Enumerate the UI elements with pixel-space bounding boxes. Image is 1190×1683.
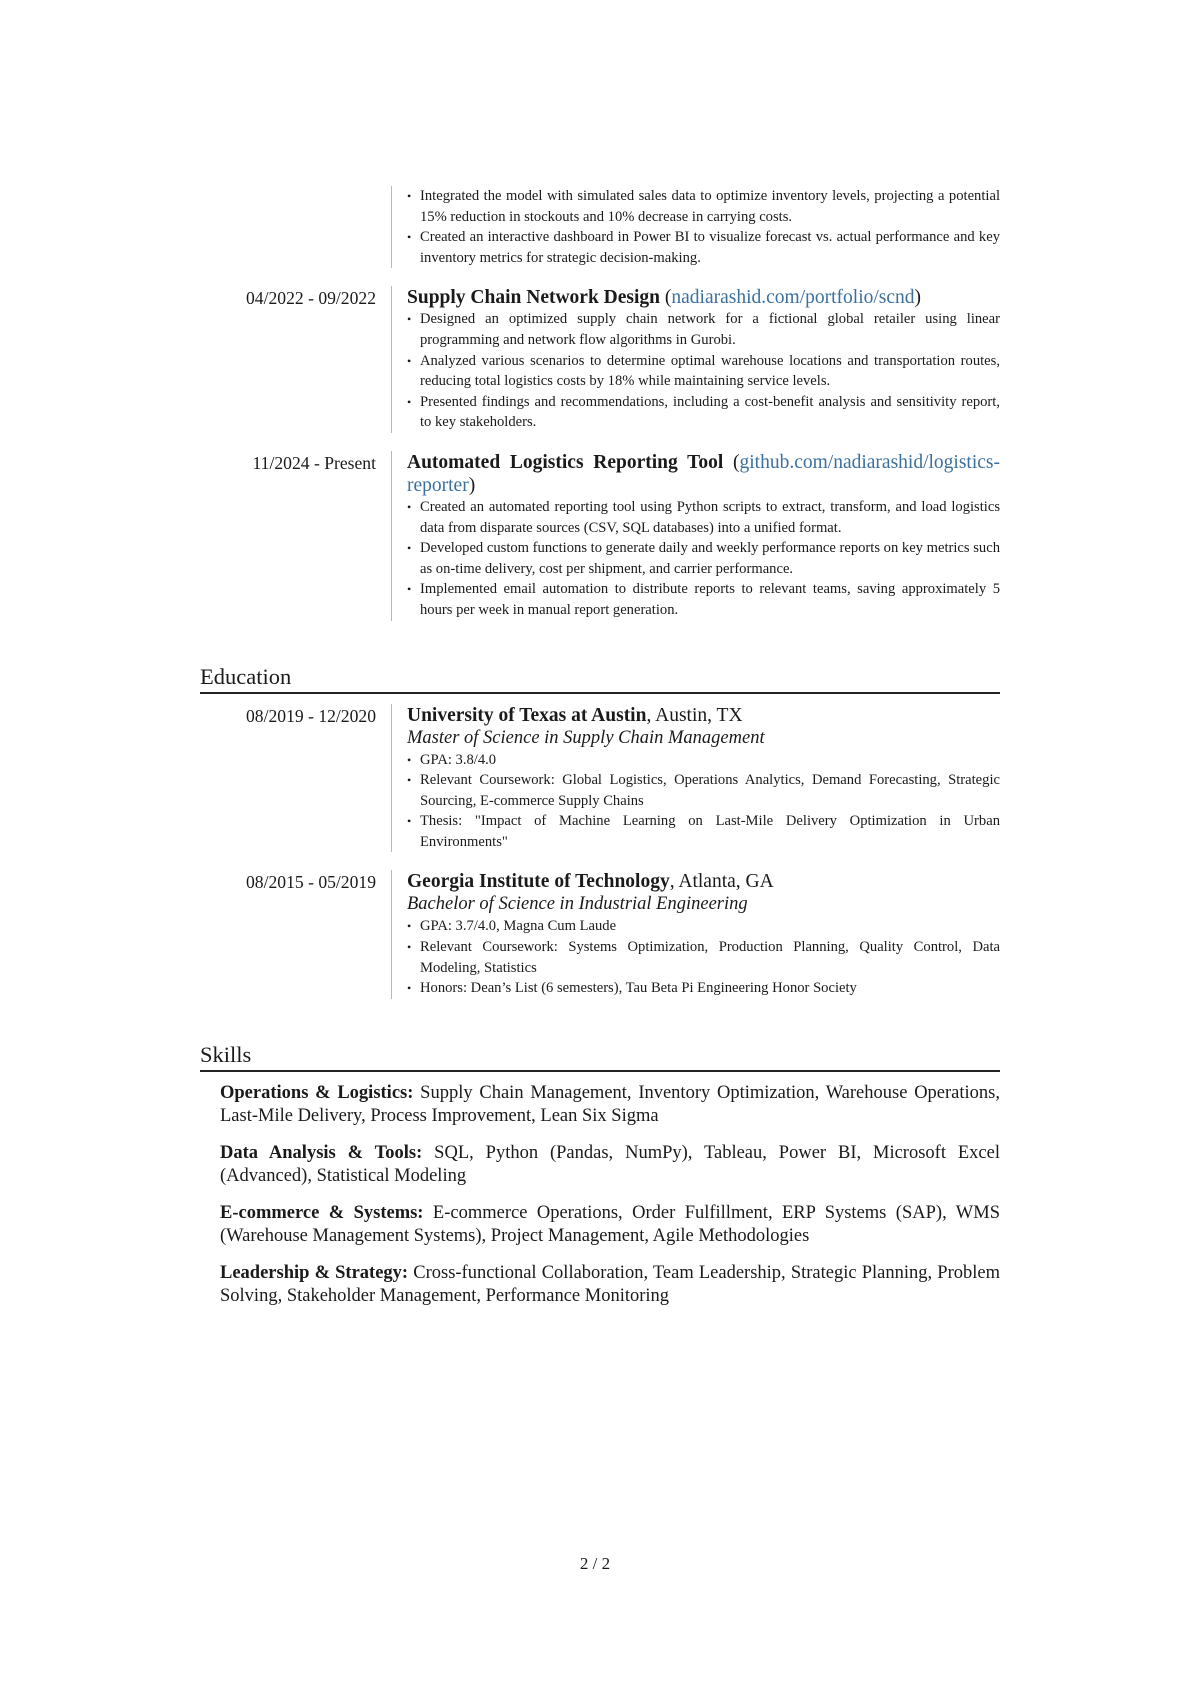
entry-body [391, 451, 1000, 621]
skill-group [220, 1262, 1000, 1308]
project-entry [200, 451, 1000, 621]
project-name: Automated Logistics Reporting Tool [407, 451, 724, 473]
skill-group-label: Operations & Logistics: [220, 1082, 414, 1103]
education-entry [200, 870, 1000, 998]
bullet-list [407, 916, 1000, 998]
entry-body [391, 186, 1000, 268]
entry-date: 08/2015 - 05/2019 [246, 872, 376, 893]
bullet-list [407, 309, 1000, 433]
project-name: Supply Chain Network Design [407, 287, 661, 309]
skill-group-label: E-commerce & Systems: [220, 1202, 424, 1223]
bullet-item: • Relevant Coursework: Systems Optimization, Production Planning, Quality Control, Data Modeling, Statistics [407, 937, 1000, 978]
bullet-item: • Developed custom functions to generate daily and weekly performance reports on key metrics such as on-time delivery, cost per shipment, and carrier performance. [407, 538, 1000, 579]
entry-body [391, 870, 1000, 998]
bullet-item: • Created an automated reporting tool using Python scripts to extract, transform, and load logistics data from disparate sources (CSV, SQL databases) into a unified format. [407, 497, 1000, 538]
bullet-list [407, 186, 1000, 268]
entry-date: 11/2024 - Present [252, 452, 376, 473]
skill-group-label: Leadership & Strategy: [220, 1262, 409, 1283]
skill-group-label: Data Analysis & Tools: [220, 1142, 423, 1163]
school-name: Georgia Institute of Technology [407, 871, 670, 893]
project-title: Supply Chain Network Design (nadiarashid.com/portfolio/scnd) [407, 287, 922, 309]
entry-date: 04/2022 - 09/2022 [246, 288, 376, 309]
school-location: , Austin, TX [646, 704, 743, 726]
section-heading-skills: Skills [200, 1041, 1000, 1072]
resume-page-2 [200, 186, 1000, 1322]
skill-group [220, 1142, 1000, 1188]
bullet-item: • Presented findings and recommendations, including a cost-benefit analysis and sensitivity report, to key stakeholders. [407, 392, 1000, 433]
bullet-item: • GPA: 3.7/4.0, Magna Cum Laude [407, 916, 1000, 937]
project-link[interactable]: github.com/nadiarashid/logistics-reporter [407, 451, 1000, 496]
skill-group [220, 1082, 1000, 1128]
page-number: 2 / 2 [579, 1554, 611, 1573]
school-location: , Atlanta, GA [669, 871, 774, 893]
degree: Bachelor of Science in Industrial Engineering [407, 894, 748, 915]
bullet-item: • Analyzed various scenarios to determine optimal warehouse locations and transportation routes, reducing total logistics costs by 18% while maintaining service levels. [407, 351, 1000, 392]
bullet-list [407, 750, 1000, 853]
skill-group-items: Supply Chain Management, Inventory Optimization, Warehouse Operations, Last-Mile Delivery, Process Improvement, Lean Six Sigma [220, 1082, 1000, 1126]
school-name: University of Texas at Austin [407, 704, 647, 726]
entry-date: 08/2019 - 12/2020 [246, 705, 376, 726]
bullet-list [407, 497, 1000, 621]
entry-body [391, 704, 1000, 853]
bullet-item: • Integrated the model with simulated sales data to optimize inventory levels, projecting a potential 15% reduction in stockouts and 10% decrease in carrying costs. [407, 186, 1000, 227]
bullet-item: • Created an interactive dashboard in Power BI to visualize forecast vs. actual performance and key inventory metrics for strategic decision-making. [407, 227, 1000, 268]
school-line [407, 704, 1000, 727]
bullet-item: • Honors: Dean’s List (6 semesters), Tau Beta Pi Engineering Honor Society [407, 978, 1000, 999]
project-title: Automated Logistics Reporting Tool (github.com/nadiarashid/logistics-reporter) [407, 451, 1000, 496]
skills-list [200, 1082, 1000, 1308]
bullet-item: • Designed an optimized supply chain network for a fictional global retailer using linear programming and network flow algorithms in Gurobi. [407, 309, 1000, 350]
bullet-item: • Relevant Coursework: Global Logistics, Operations Analytics, Demand Forecasting, Strategic Sourcing, E-commerce Supply Chains [407, 770, 1000, 811]
entry-date [200, 186, 391, 268]
project-link[interactable]: nadiarashid.com/portfolio/scnd [671, 287, 915, 309]
bullet-item: • Implemented email automation to distribute reports to relevant teams, saving approximately 5 hours per week in manual report generation. [407, 579, 1000, 620]
skill-group-items: E-commerce Operations, Order Fulfillment, ERP Systems (SAP), WMS (Warehouse Management Systems), Project Management, Agile Methodologies [220, 1202, 1001, 1246]
project-entry [200, 286, 1000, 433]
school-line [407, 870, 1000, 893]
bullet-item: • Thesis: "Impact of Machine Learning on Last-Mile Delivery Optimization in Urban Environments" [407, 811, 1000, 852]
skill-group-items: Cross-functional Collaboration, Team Leadership, Strategic Planning, Problem Solving, Stakeholder Management, Performance Monitoring [220, 1262, 1000, 1306]
skill-group [220, 1202, 1000, 1248]
section-heading-education: Education [200, 663, 1000, 694]
bullet-item: • GPA: 3.8/4.0 [407, 750, 1000, 771]
education-entry [200, 704, 1000, 853]
degree: Master of Science in Supply Chain Management [407, 727, 765, 748]
project-entry-continued [200, 186, 1000, 268]
skill-group-items: SQL, Python (Pandas, NumPy), Tableau, Power BI, Microsoft Excel (Advanced), Statistical Modeling [220, 1142, 1000, 1186]
entry-body [391, 286, 1000, 433]
